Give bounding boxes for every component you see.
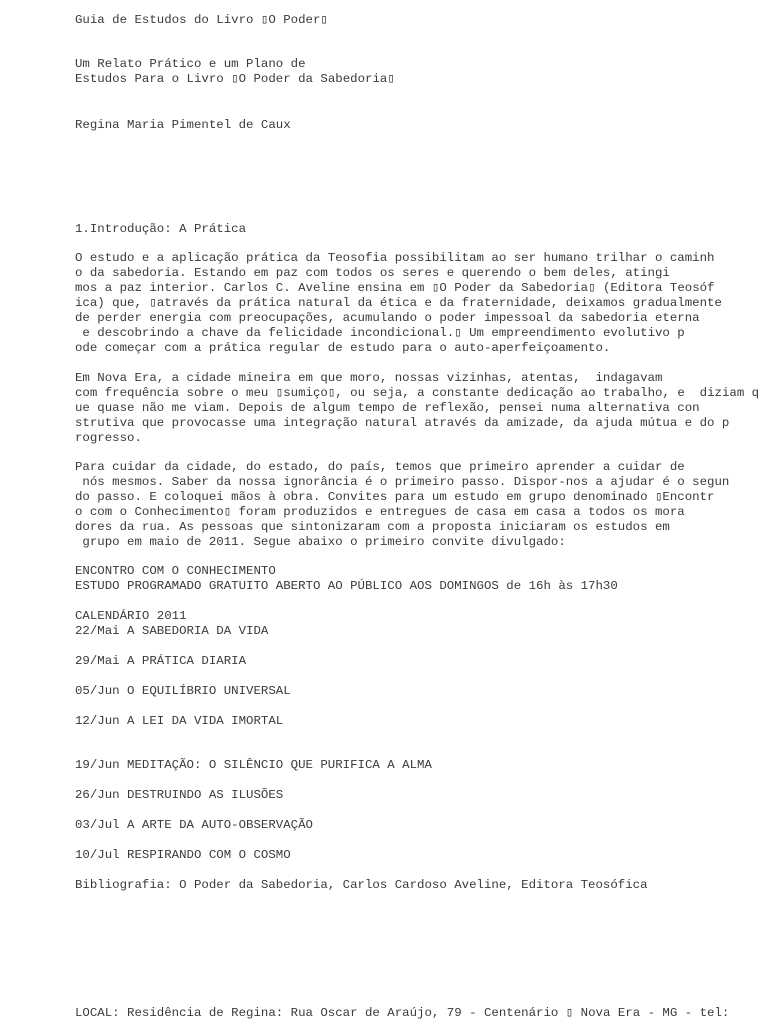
paragraph-line: Para cuidar da cidade, do estado, do país, temos que primeiro aprender a cuidar de: [75, 460, 685, 474]
paragraph-line: O estudo e a aplicação prática da Teosofia possibilitam ao ser humano trilhar o caminh: [75, 251, 715, 265]
calendar-item: 05/Jun O EQUILÍBRIO UNIVERSAL: [75, 684, 291, 698]
paragraph-line: grupo em maio de 2011. Segue abaixo o primeiro convite divulgado:: [75, 535, 566, 549]
paragraph-line: dores da rua. As pessoas que sintonizaram com a proposta iniciaram os estudos em: [75, 520, 670, 534]
paragraph-line: rogresso.: [75, 431, 142, 445]
document-title: Guia de Estudos do Livro ▯O Poder▯: [75, 13, 328, 27]
subtitle-line-1: Um Relato Prático e um Plano de: [75, 57, 306, 71]
paragraph-line: o com o Conhecimento▯ foram produzidos e entregues de casa em casa a todos os mora: [75, 505, 685, 519]
calendar-item: 10/Jul RESPIRANDO COM O COSMO: [75, 848, 291, 862]
calendar-item: 22/Mai A SABEDORIA DA VIDA: [75, 624, 269, 638]
calendar-item: 12/Jun A LEI DA VIDA IMORTAL: [75, 714, 284, 728]
paragraph-line: Em Nova Era, a cidade mineira em que moro, nossas vizinhas, atentas, indagavam: [75, 371, 663, 385]
invite-title: ENCONTRO COM O CONHECIMENTO: [75, 564, 276, 578]
bibliography: Bibliografia: O Poder da Sabedoria, Carlos Cardoso Aveline, Editora Teosófica: [75, 878, 648, 892]
invite-schedule: ESTUDO PROGRAMADO GRATUITO ABERTO AO PÚBLICO AOS DOMINGOS de 16h às 17h30: [75, 579, 618, 593]
paragraph-line: mos a paz interior. Carlos C. Aveline ensina em ▯O Poder da Sabedoria▯ (Editora Teosóf: [75, 281, 715, 295]
paragraph-line: nós mesmos. Saber da nossa ignorância é o primeiro passo. Dispor-nos a ajudar é o segun: [75, 475, 730, 489]
calendar-heading: CALENDÁRIO 2011: [75, 609, 187, 623]
location: LOCAL: Residência de Regina: Rua Oscar de Araújo, 79 - Centenário ▯ Nova Era - MG - tel:: [75, 1006, 730, 1020]
paragraph-line: ue quase não me viam. Depois de algum tempo de reflexão, pensei numa alternativa con: [75, 401, 700, 415]
author-name: Regina Maria Pimentel de Caux: [75, 118, 291, 132]
paragraph-line: strutiva que provocasse uma integração natural através da amizade, da ajuda mútua e do p: [75, 416, 730, 430]
paragraph-line: o da sabedoria. Estando em paz com todos os seres e querendo o bem deles, atingi: [75, 266, 670, 280]
section-heading: 1.Introdução: A Prática: [75, 222, 247, 236]
calendar-item: 29/Mai A PRÁTICA DIARIA: [75, 654, 247, 668]
subtitle-line-2: Estudos Para o Livro ▯O Poder da Sabedoria▯: [75, 72, 395, 86]
paragraph-line: do passo. E coloquei mãos à obra. Convites para um estudo em grupo denominado ▯Encontr: [75, 490, 715, 504]
calendar-item: 26/Jun DESTRUINDO AS ILUSÕES: [75, 788, 284, 802]
paragraph-line: com frequência sobre o meu ▯sumiço▯, ou seja, a constante dedicação ao trabalho, e diziam q: [75, 386, 760, 400]
paragraph-line: de perder energia com preocupações, acumulando o poder impessoal da sabedoria eterna: [75, 311, 700, 325]
paragraph-line: ica) que, ▯através da prática natural da ética e da fraternidade, deixamos gradualmente: [75, 296, 722, 310]
calendar-item: 19/Jun MEDITAÇÃO: O SILÊNCIO QUE PURIFICA A ALMA: [75, 758, 432, 772]
paragraph-line: e descobrindo a chave da felicidade incondicional.▯ Um empreendimento evolutivo p: [75, 326, 685, 340]
calendar-item: 03/Jul A ARTE DA AUTO-OBSERVAÇÃO: [75, 818, 313, 832]
paragraph-line: ode começar com a prática regular de estudo para o auto-aperfeiçoamento.: [75, 341, 611, 355]
